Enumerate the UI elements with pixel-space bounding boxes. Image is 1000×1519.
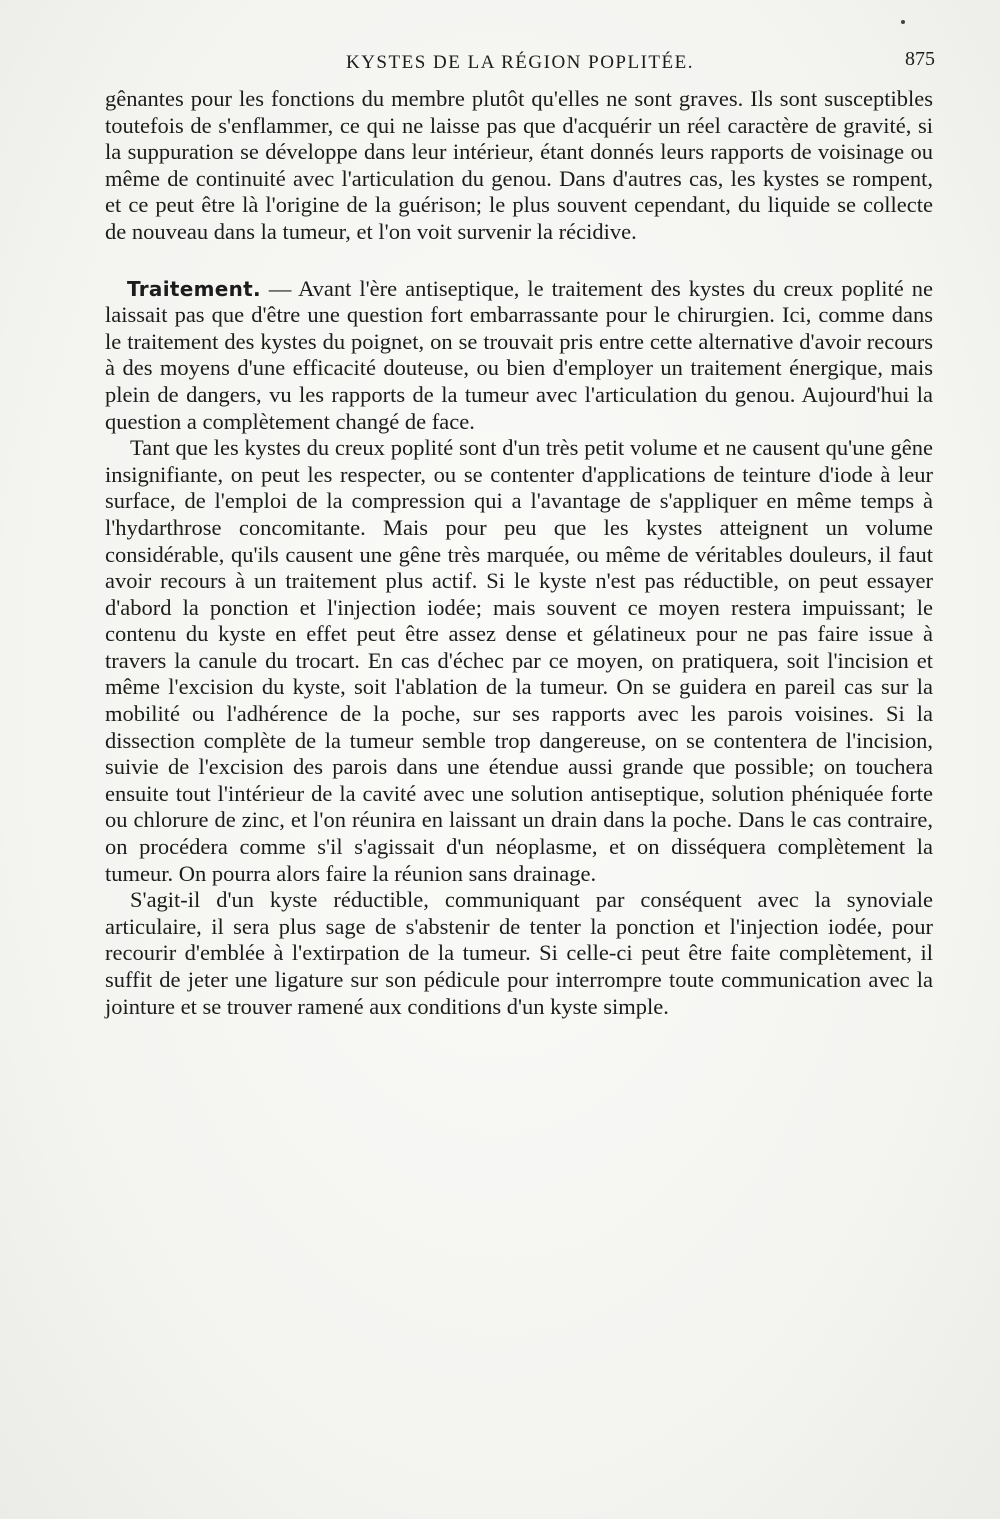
page-number: 875 xyxy=(905,48,935,70)
paragraph: S'agit-il d'un kyste réductible, communiquant par conséquent avec la synoviale articulaire, il sera plus sage de s'abstenir de tenter la ponction et l'injection iodée, pour recourir d'emblée à l'extirpation de la tumeur. Si celle-ci peut être faite complètement, il suffit de jeter une ligature sur son pédicule pour interrompre toute communication avec la jointure et se trouver ramené aux conditions d'un kyste simple. xyxy=(105,887,933,1019)
section-traitement xyxy=(105,276,933,436)
print-speck xyxy=(901,20,905,24)
section-paragraph-text: — Avant l'ère antiseptique, le traitement des kystes du creux poplité ne laissait pas que d'être une question fort embarrassante pour le chirurgien. Ici, comme dans le traitement des kystes du poignet, on se trouvait pris entre cette alternative d'avoir recours à des moyens d'une efficacité douteuse, ou bien d'employer un traitement énergique, mais plein de dangers, vu les rapports de la tumeur avec l'articulation du genou. Aujourd'hui la question a complètement changé de face. xyxy=(105,275,933,434)
show-through-texture xyxy=(105,1226,935,1386)
body-text xyxy=(105,86,933,1020)
paragraph-continued: gênantes pour les fonctions du membre plutôt qu'elles ne sont graves. Ils sont susceptibles toutefois de s'enflammer, ce qui ne laisse pas que d'acquérir un réel caractère de gravité, si la suppuration se développe dans leur intérieur, étant donnés leurs rapports de voisinage ou même de continuité avec l'articulation du genou. Dans d'autres cas, les kystes se rompent, et ce peut être là l'origine de la guérison; le plus souvent cependant, du liquide se collecte de nouveau dans la tumeur, et l'on voit survenir la récidive. xyxy=(105,86,933,244)
section-heading: Traitement. xyxy=(127,276,261,301)
running-title: KYSTES DE LA RÉGION POPLITÉE. xyxy=(345,52,695,73)
paragraph: Tant que les kystes du creux poplité sont d'un très petit volume et ne causent qu'une gêne insignifiante, on peut les respecter, ou se contenter d'applications de teinture d'iode à leur surface, de l'emploi de la compression qui a l'avantage de s'appliquer en même temps à l'hydarthrose concomitante. Mais pour peu que les kystes atteignent un volume considérable, qu'ils causent une gêne très marquée, ou même de véritables douleurs, il faut avoir recours à un traitement plus actif. Si le kyste n'est pas réductible, on peut essayer d'abord la ponction et l'injection iodée; mais souvent ce moyen restera impuissant; le contenu du kyste en effet peut être assez dense et gélatineux pour ne pas faire issue à travers la canule du trocart. En cas d'échec par ce moyen, on pratiquera, soit l'incision et même l'excision du kyste, soit l'ablation de la tumeur. On se guidera en pareil cas sur la mobilité ou l'adhérence de la poche, sur ses rapports avec les parois voisines. Si la dissection complète de la tumeur semble trop dangereuse, on se contentera de l'incision, suivie de l'excision des parois dans une étendue aussi grande que possible; on touchera ensuite tout l'intérieur de la cavité avec une solution antiseptique, solution phéniquée forte ou chlorure de zinc, et l'on réunira en laissant un drain dans la poche. Dans le cas contraire, on procédera comme s'il s'agissait d'un néoplasme, et on disséquera complètement la tumeur. On pourra alors faire la réunion sans drainage. xyxy=(105,435,933,886)
running-head xyxy=(105,48,935,78)
